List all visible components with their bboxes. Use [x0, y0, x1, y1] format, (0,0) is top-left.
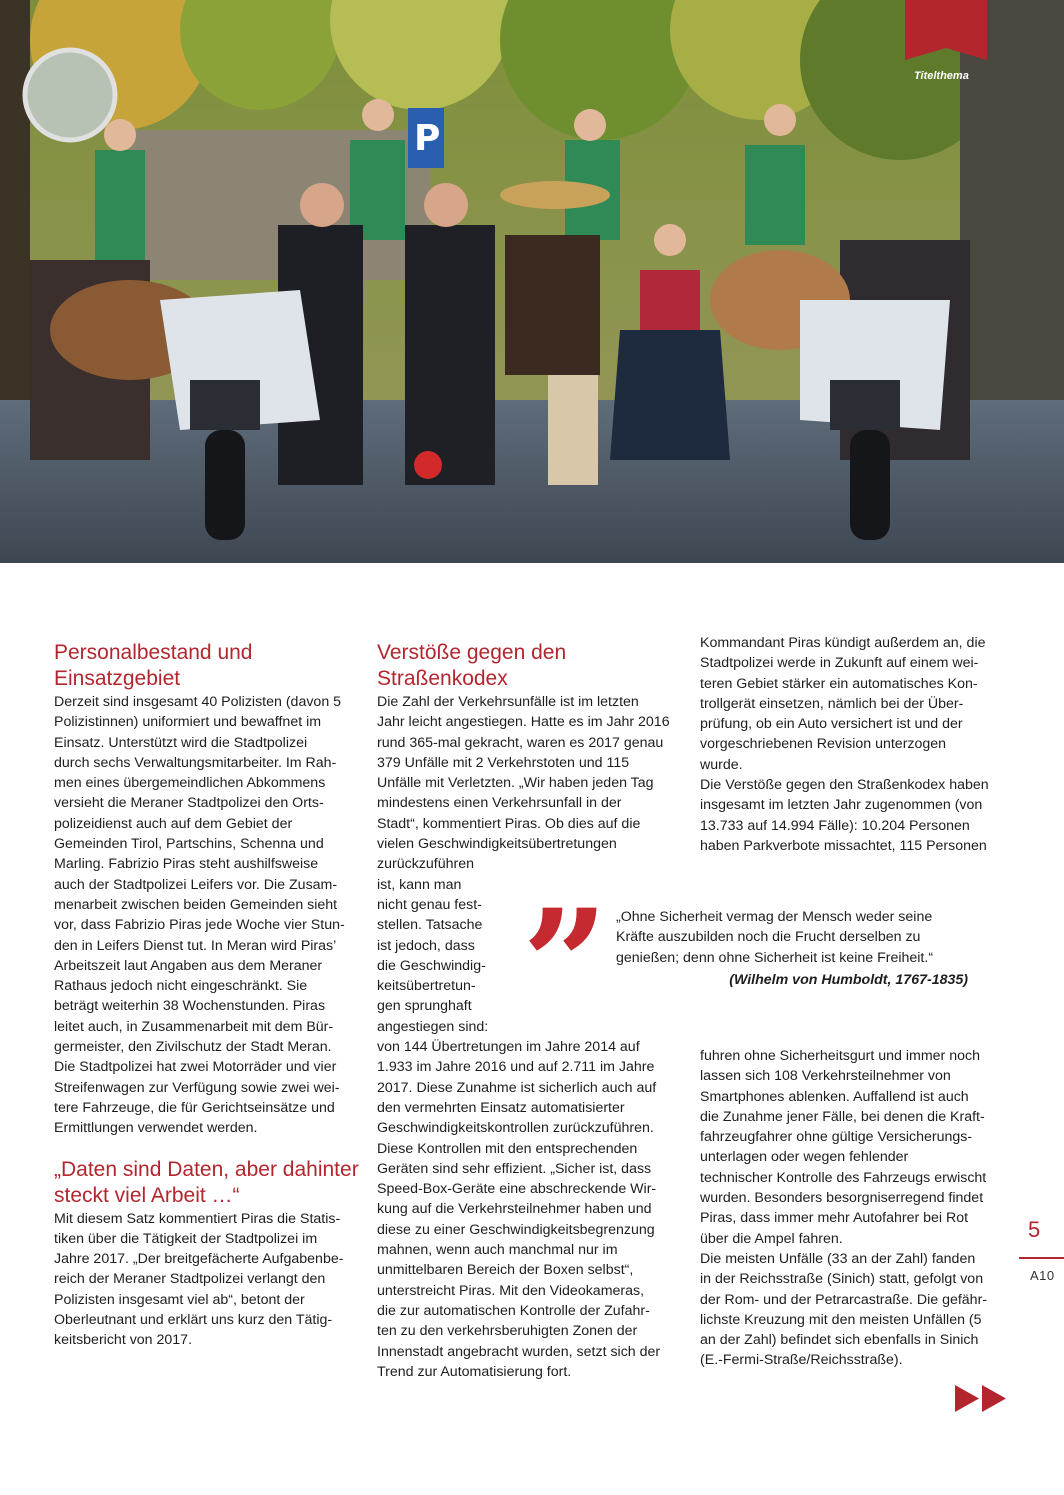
text-line: durch sechs Verwaltungsmitarbeiter. Im Rah-	[54, 754, 337, 771]
text-line: Gemeinden Tirol, Partschins, Schenna und	[54, 836, 324, 853]
text-line: die zur automatischen Kontrolle der Zufahr-	[377, 1302, 650, 1319]
text-line: 2017. Diese Zunahme ist sicherlich auch auf	[377, 1079, 657, 1096]
text-line: Unfälle mit Verletzten. „Wir haben jeden Tag	[377, 775, 654, 792]
text-line: Speed-Box-Geräte eine abschreckende Wir-	[377, 1181, 657, 1198]
text-line: men eines übergemeindlichen Abkommens	[54, 775, 326, 792]
text-line: Trend zur Automatisierung fort.	[377, 1363, 572, 1380]
text-line: kung auf die Verkehrsteilnehmer haben und	[377, 1201, 652, 1218]
text-line: mahnen, wenn auch manchmal nur im	[377, 1242, 618, 1259]
text-line: Jahre 2017. „Der breitgefächerte Aufgabenbe-	[54, 1251, 344, 1268]
text-line: auch der Stadtpolizei Leifers vor. Die Zusam-	[54, 876, 338, 893]
quote-line: „Ohne Sicherheit vermag der Mensch weder seine	[616, 909, 933, 925]
text-line: reich der Meraner Stadtpolizei verlangt den	[54, 1271, 326, 1288]
text-line: unmittelbaren Bereich der Boxen selbst“,	[377, 1262, 634, 1279]
text-line: wurde.	[700, 756, 743, 773]
text-line: Jahr leicht angestiegen. Hatte es im Jahr 2016	[377, 714, 670, 731]
text-line: Ermittlungen verwendet werden.	[54, 1120, 258, 1137]
next-page-arrows-icon[interactable]	[955, 1385, 1007, 1412]
section-label: Titelthema	[914, 70, 969, 82]
text-line: Diese Kontrollen mit den entsprechenden	[377, 1140, 638, 1157]
text-line: Smartphones ablenken. Auffallend ist auch	[700, 1088, 969, 1105]
text-line: haben Parkverbote missachtet, 115 Personen	[700, 837, 987, 854]
text-line: Geschwindigkeitskontrollen zurückzuführen.	[377, 1120, 654, 1137]
text-line: an der Zahl) befindet sich ebenfalls in Sinich	[700, 1332, 979, 1349]
text-line: ten zu den verkehrsberuhigten Zonen der	[377, 1323, 638, 1340]
paragraph-daten	[54, 1209, 360, 1351]
text-line: mindestens einen Verkehrsunfall in der	[377, 795, 622, 812]
text-line: gen sprunghaft	[377, 998, 472, 1015]
text-line: Kommandant Piras kündigt außerdem an, die	[700, 635, 986, 651]
text-line: keitsbericht von 2017.	[54, 1332, 193, 1349]
page-number-rule	[1019, 1257, 1064, 1259]
text-line: polizeidienst auch auf dem Gebiet der	[54, 815, 293, 832]
text-line: Innenstadt angebracht wurden, setzt sich der	[377, 1343, 661, 1360]
heading-verstoesse: Verstöße gegen den Straßenkodex	[377, 641, 567, 690]
text-line: Arbeitszeit laut Angaben aus dem Meraner	[54, 957, 323, 974]
text-line: ist jedoch, dass	[377, 937, 475, 954]
text-line: vielen Geschwindigkeitsübertretungen	[377, 836, 617, 853]
text-line: vor, dass Fabrizio Piras jede Woche vier Stun-	[54, 917, 345, 934]
text-line: Stadtpolizei werde in Zukunft auf einem wei-	[700, 655, 979, 672]
text-line: unterstreicht Piras. Mit den Videokameras,	[377, 1282, 645, 1299]
text-line: versieht die Meraner Stadtpolizei den Orts-	[54, 795, 324, 812]
text-line: zurückzuführen	[377, 856, 474, 873]
text-line: wurden. Besonders besorgniserregend findet	[700, 1190, 984, 1207]
text-line: insgesamt im letzten Jahr zugenommen (von	[700, 797, 983, 814]
text-line: 13.733 auf 14.994 Fälle): 10.204 Personen	[700, 817, 970, 834]
header-photo	[0, 0, 1064, 563]
svg-text:P: P	[414, 118, 441, 159]
text-line: leitet auch, in Zusammenarbeit mit dem Bür-	[54, 1018, 334, 1035]
text-line: unterlagen oder wegen fehlender	[700, 1149, 909, 1166]
column-3-bottom	[700, 1046, 1012, 1371]
text-line: technischer Kontrolle des Fahrzeugs erwischt	[700, 1169, 987, 1186]
text-line: Rathaus jedoch nicht eingeschränkt. Sie	[54, 978, 308, 995]
text-line: Derzeit sind insgesamt 40 Polizisten (davon 5	[54, 694, 342, 710]
quote-line: genießen; denn ohne Sicherheit ist keine Freiheit.“	[616, 949, 934, 966]
text-line: Die Verstöße gegen den Straßenkodex haben	[700, 777, 989, 794]
text-line: prüfung, ob ein Auto versichert ist und der	[700, 716, 963, 733]
text-line: lassen sich 108 Verkehrsteilnehmer von	[700, 1068, 951, 1085]
text-line: Mit diesem Satz kommentiert Piras die Statis-	[54, 1210, 341, 1227]
text-line: Polizisten insgesamt viel ab“, betont der	[54, 1291, 305, 1308]
text-line: tiken über die Tätigkeit der Stadtpolizei im	[54, 1230, 318, 1247]
text-line: ist, kann man	[377, 876, 462, 893]
text-line: diese zu einer Geschwindigkeitsbegrenzung	[377, 1221, 655, 1238]
text-line: Oberleutnant und erklärt uns kurz den Tätig-	[54, 1312, 333, 1329]
text-line: den in Leifers Dienst tut. In Meran wird Piras’	[54, 937, 337, 954]
text-line: rund 365-mal gekracht, waren es 2017 genau	[377, 734, 664, 751]
text-line: die Zunahme jener Fälle, bei denen die Kraft-	[700, 1108, 985, 1125]
heading-personalbestand: Personalbestand und Einsatzgebiet	[54, 641, 253, 690]
text-line: Die meisten Unfälle (33 an der Zahl) fanden	[700, 1250, 976, 1267]
text-line: lichste Kreuzung mit den meisten Unfällen (5	[700, 1311, 982, 1328]
text-line: Stadt“, kommentiert Piras. Ob dies auf die	[377, 815, 641, 832]
quote-line: Kräfte auszubilden noch die Frucht derselben zu	[616, 929, 921, 946]
text-line: germeister, den Zivilschutz der Stadt Meran.	[54, 1039, 332, 1056]
text-line: Die Stadtpolizei hat zwei Motorräder und vier	[54, 1059, 337, 1076]
column-1	[54, 640, 360, 1351]
text-line: tere Fahrzeuge, die für Gerichtseinsätze und	[54, 1099, 335, 1116]
text-line: über die Ampel fahren.	[700, 1230, 843, 1247]
text-line: Polizistinnen) uniformiert und bewaffnet im	[54, 714, 322, 731]
section-tab	[905, 0, 987, 60]
text-line: von 144 Übertretungen im Jahre 2014 auf	[377, 1039, 640, 1056]
text-line: fuhren ohne Sicherheitsgurt und immer noch	[700, 1048, 980, 1064]
text-line: fahrzeugfahrer ohne gültige Versicherungs-	[700, 1129, 973, 1146]
text-line: menarbeit zwischen beiden Gemeinden sieht	[54, 896, 338, 913]
paragraph-personalbestand	[54, 692, 360, 1139]
page-number: 5	[1028, 1217, 1041, 1242]
text-line: (E.-Fermi-Straße/Reichsstraße).	[700, 1352, 903, 1369]
quote-mark-icon: ”	[522, 877, 609, 1053]
text-line: 1.933 im Jahre 2016 und auf 2.711 im Jahre	[377, 1059, 655, 1076]
text-line: Einsatz. Unterstützt wird die Stadtpolizei	[54, 734, 308, 751]
text-line: vorgeschriebenen Revision unterzogen	[700, 736, 947, 753]
text-line: teren Gebiet stärker ein automatisches Kon-	[700, 675, 978, 692]
text-line: keitsübertretun-	[377, 978, 476, 995]
quote-author: (Wilhelm von Humboldt, 1767-1835)	[729, 972, 968, 988]
pull-quote	[616, 907, 996, 968]
text-line: die Geschwindig-	[377, 957, 486, 974]
text-line: Marling. Fabrizio Piras steht aushilfsweise	[54, 856, 319, 873]
text-line: Piras, dass immer mehr Autofahrer bei Rot	[700, 1210, 969, 1227]
text-line: beträgt weiterhin 38 Wochenstunden. Piras	[54, 998, 326, 1015]
text-line: der Rom- und der Petrarcastraße. Die gefähr-	[700, 1291, 988, 1308]
text-line: Geräten sind sehr effizient. „Sicher ist, dass	[377, 1160, 652, 1177]
text-line: Die Zahl der Verkehrsunfälle ist im letzten	[377, 694, 639, 710]
text-line: stellen. Tatsache	[377, 917, 483, 934]
text-line: den vermehrten Einsatz automatisierter	[377, 1099, 625, 1116]
text-line: in der Reichsstraße (Sinich) statt, gefolgt von	[700, 1271, 984, 1288]
text-line: 379 Unfälle mit 2 Verkehrstoten und 115	[377, 754, 630, 771]
column-3-top	[700, 633, 1012, 856]
text-line: Streifenwagen zur Verfügung sowie zwei wei-	[54, 1079, 340, 1096]
text-line: angestiegen sind:	[377, 1018, 489, 1035]
text-line: nicht genau fest-	[377, 896, 482, 913]
heading-daten: „Daten sind Daten, aber dahinter steckt viel Arbeit …“	[54, 1157, 359, 1207]
parade-photo-illustration	[0, 0, 1064, 563]
issue-code: A10	[1030, 1268, 1055, 1283]
text-line: trollgerät einsetzen, nämlich bei der Über-	[700, 695, 964, 712]
